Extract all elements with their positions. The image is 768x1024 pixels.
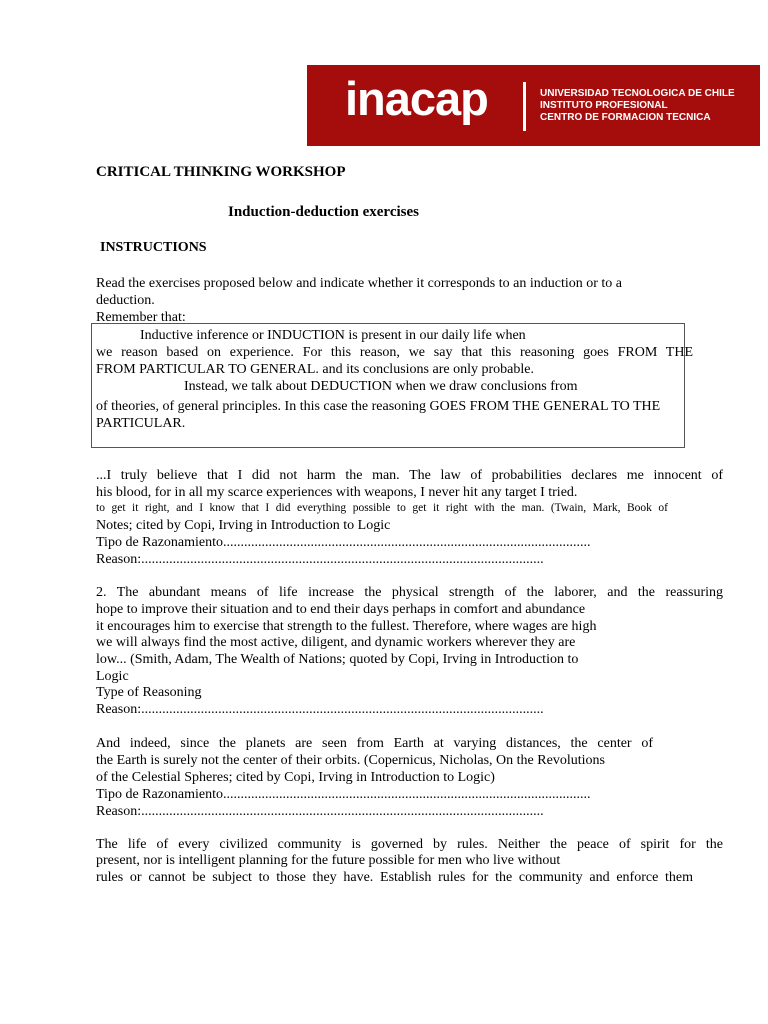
exercise-2-type-field: Type of Reasoning <box>96 685 202 700</box>
exercise-4-line-1: The life of every civilized community is governed by rules. Neither the peace of spirit for the <box>96 837 723 852</box>
institution-names <box>540 88 735 124</box>
intro-line-2: deduction. <box>96 293 155 308</box>
document-subtitle: Induction-deduction exercises <box>228 204 419 220</box>
exercise-2-line-6: Logic <box>96 669 129 684</box>
exercise-1-type-field: Tipo de Razonamiento......................................................................................................... <box>96 535 591 550</box>
exercise-3-reason-field: Reason:................................................................................................................... <box>96 804 544 819</box>
institution-line-3: CENTRO DE FORMACION TECNICA <box>540 112 711 123</box>
institution-line-2: INSTITUTO PROFESIONAL <box>540 100 668 111</box>
exercise-3-type-field: Tipo de Razonamiento......................................................................................................... <box>96 787 591 802</box>
box-line-5: of theories, of general principles. In this case the reasoning GOES FROM THE GENERAL TO THE <box>96 399 661 414</box>
exercise-2-line-1: 2. The abundant means of life increase the physical strength of the laborer, and the reassuring <box>96 585 723 600</box>
exercise-2-line-5: low... (Smith, Adam, The Wealth of Nations; quoted by Copi, Irving in Introduction to <box>96 652 579 667</box>
document-title: CRITICAL THINKING WORKSHOP <box>96 164 346 180</box>
exercise-3-line-3: of the Celestial Spheres; cited by Copi, Irving in Introduction to Logic) <box>96 770 495 785</box>
intro-line-3: Remember that: <box>96 310 186 325</box>
exercise-1-line-2: his blood, for in all my scarce experiences with weapons, I never hit any target I tried. <box>96 485 578 500</box>
exercise-4-line-3: rules or cannot be subject to those they have. Establish rules for the community and enforce them <box>96 870 693 885</box>
box-line-2: we reason based on experience. For this reason, we say that this reasoning goes FROM THE <box>96 345 693 360</box>
exercise-1-line-1: ...I truly believe that I did not harm the man. The law of probabilities declares me innocent of <box>96 468 723 483</box>
box-line-1: Inductive inference or INDUCTION is present in our daily life when <box>140 328 526 343</box>
box-line-3: FROM PARTICULAR TO GENERAL. and its conclusions are only probable. <box>96 362 534 377</box>
box-line-6: PARTICULAR. <box>96 416 186 431</box>
exercise-1-line-4: Notes; cited by Copi, Irving in Introduction to Logic <box>96 518 391 533</box>
exercise-4-line-2: present, nor is intelligent planning for the future possible for men who live without <box>96 853 561 868</box>
exercise-2-line-3: it encourages him to exercise that strength to the fullest. Therefore, where wages are high <box>96 619 597 634</box>
logo-divider <box>523 82 526 131</box>
instructions-heading: INSTRUCTIONS <box>100 240 207 255</box>
intro-line-1: Read the exercises proposed below and indicate whether it corresponds to an induction or to a <box>96 276 623 291</box>
institution-line-1: UNIVERSIDAD TECNOLOGICA DE CHILE <box>540 88 735 99</box>
box-line-4: Instead, we talk about DEDUCTION when we draw conclusions from <box>184 379 578 394</box>
exercise-2-reason-field: Reason:................................................................................................................... <box>96 702 544 717</box>
exercise-3-line-1: And indeed, since the planets are seen from Earth at varying distances, the center of <box>96 736 653 751</box>
exercise-1-reason-field: Reason:................................................................................................................... <box>96 552 544 567</box>
logo-wordmark: inacap <box>345 72 488 125</box>
exercise-2-line-2: hope to improve their situation and to end their days perhaps in comfort and abundance <box>96 602 586 617</box>
institution-banner <box>307 65 760 146</box>
exercise-1-line-3: to get it right, and I know that I did everything possible to get it right with the man. (Twain, Mark, Book of <box>96 502 668 514</box>
exercise-3-line-2: the Earth is surely not the center of their orbits. (Copernicus, Nicholas, On the Revolutions <box>96 753 605 768</box>
exercise-2-line-4: we will always find the most active, diligent, and dynamic workers wherever they are <box>96 635 576 650</box>
